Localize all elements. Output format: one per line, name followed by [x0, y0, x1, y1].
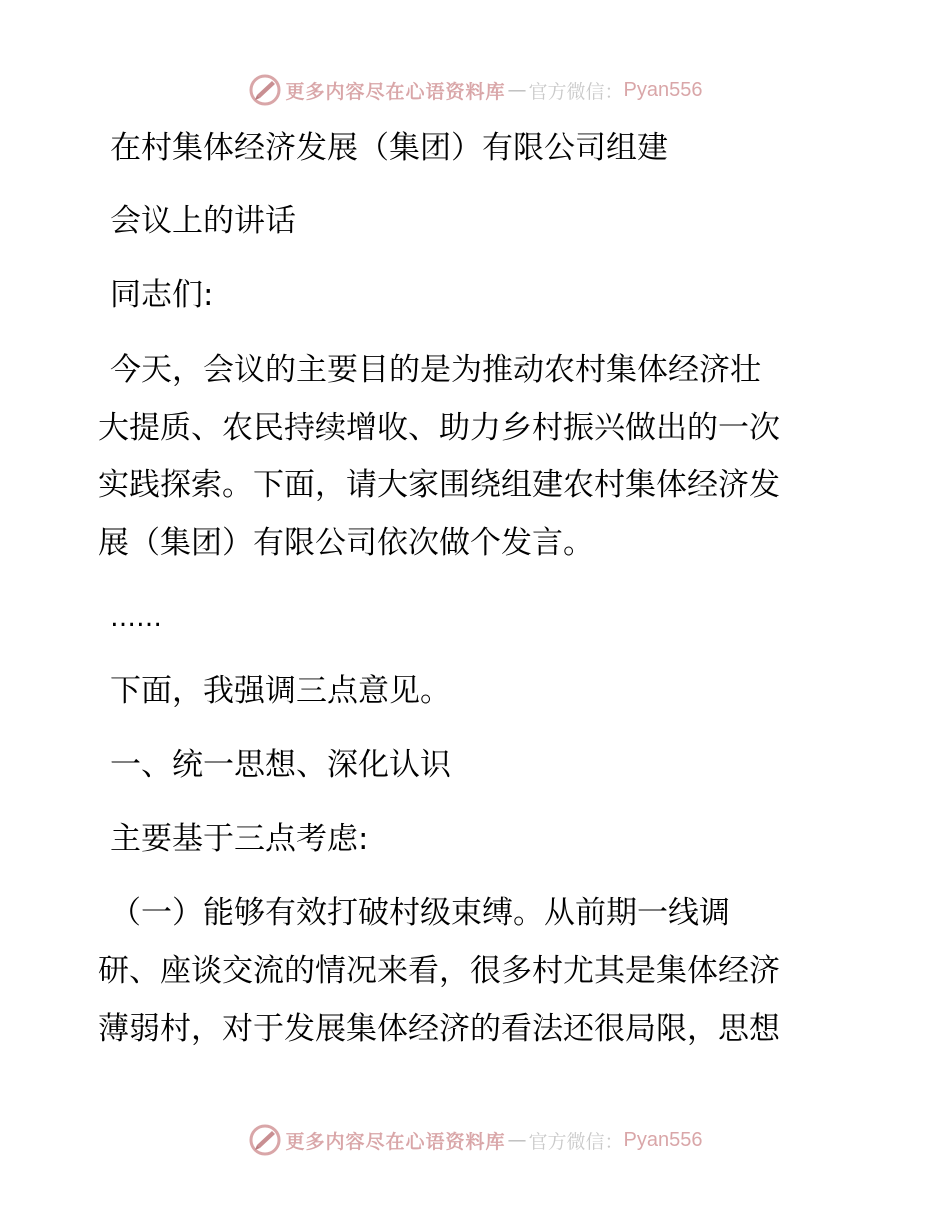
banner-wechat-id: Pyan556 [623, 1128, 703, 1151]
salutation: 同志们: [110, 277, 214, 313]
banner-text: 更多内容尽在心语资料库 [285, 80, 506, 103]
paragraph-line: 今天，会议的主要目的是为推动农村集体经济壮 [110, 352, 761, 388]
intro-sentence: 下面，我强调三点意见。 [110, 673, 451, 709]
ellipsis: …… [110, 603, 162, 633]
banner-text: 更多内容尽在心语资料库 [285, 1130, 506, 1153]
paragraph-line: 实践探索。下面，请大家围绕组建农村集体经济发 [98, 467, 780, 503]
document-body [98, 120, 858, 1045]
document-title-line-2: 会议上的讲话 [110, 203, 296, 239]
section-heading-1: 一、统一思想、深化认识 [110, 747, 451, 783]
paragraph-2 [98, 897, 858, 1045]
banner-wechat-label: 官方微信： [528, 80, 624, 103]
basis-sentence: 主要基于三点考虑: [110, 821, 369, 857]
paragraph-line: （一）能够有效打破村级束缚。从前期一线调 [110, 895, 730, 931]
brand-logo-icon [248, 73, 282, 107]
brand-logo-icon [248, 1123, 282, 1157]
banner-wechat-label: 官方微信： [528, 1130, 624, 1153]
paragraph-line: 薄弱村，对于发展集体经济的看法还很局限，思想 [98, 1011, 780, 1047]
paragraph-line: 研、座谈交流的情况来看，很多村尤其是集体经济 [98, 953, 780, 989]
header-watermark-banner [0, 70, 950, 110]
footer-watermark-banner [0, 1120, 950, 1160]
paragraph-1 [98, 354, 858, 559]
document-title-line-1: 在村集体经济发展（集团）有限公司组建 [110, 130, 668, 166]
paragraph-line: 展（集团）有限公司依次做个发言。 [98, 525, 594, 561]
banner-dash: — [507, 1129, 527, 1151]
banner-wechat-id: Pyan556 [623, 78, 703, 101]
paragraph-line: 大提质、农民持续增收、助力乡村振兴做出的一次 [98, 410, 780, 446]
banner-dash: — [507, 79, 527, 101]
